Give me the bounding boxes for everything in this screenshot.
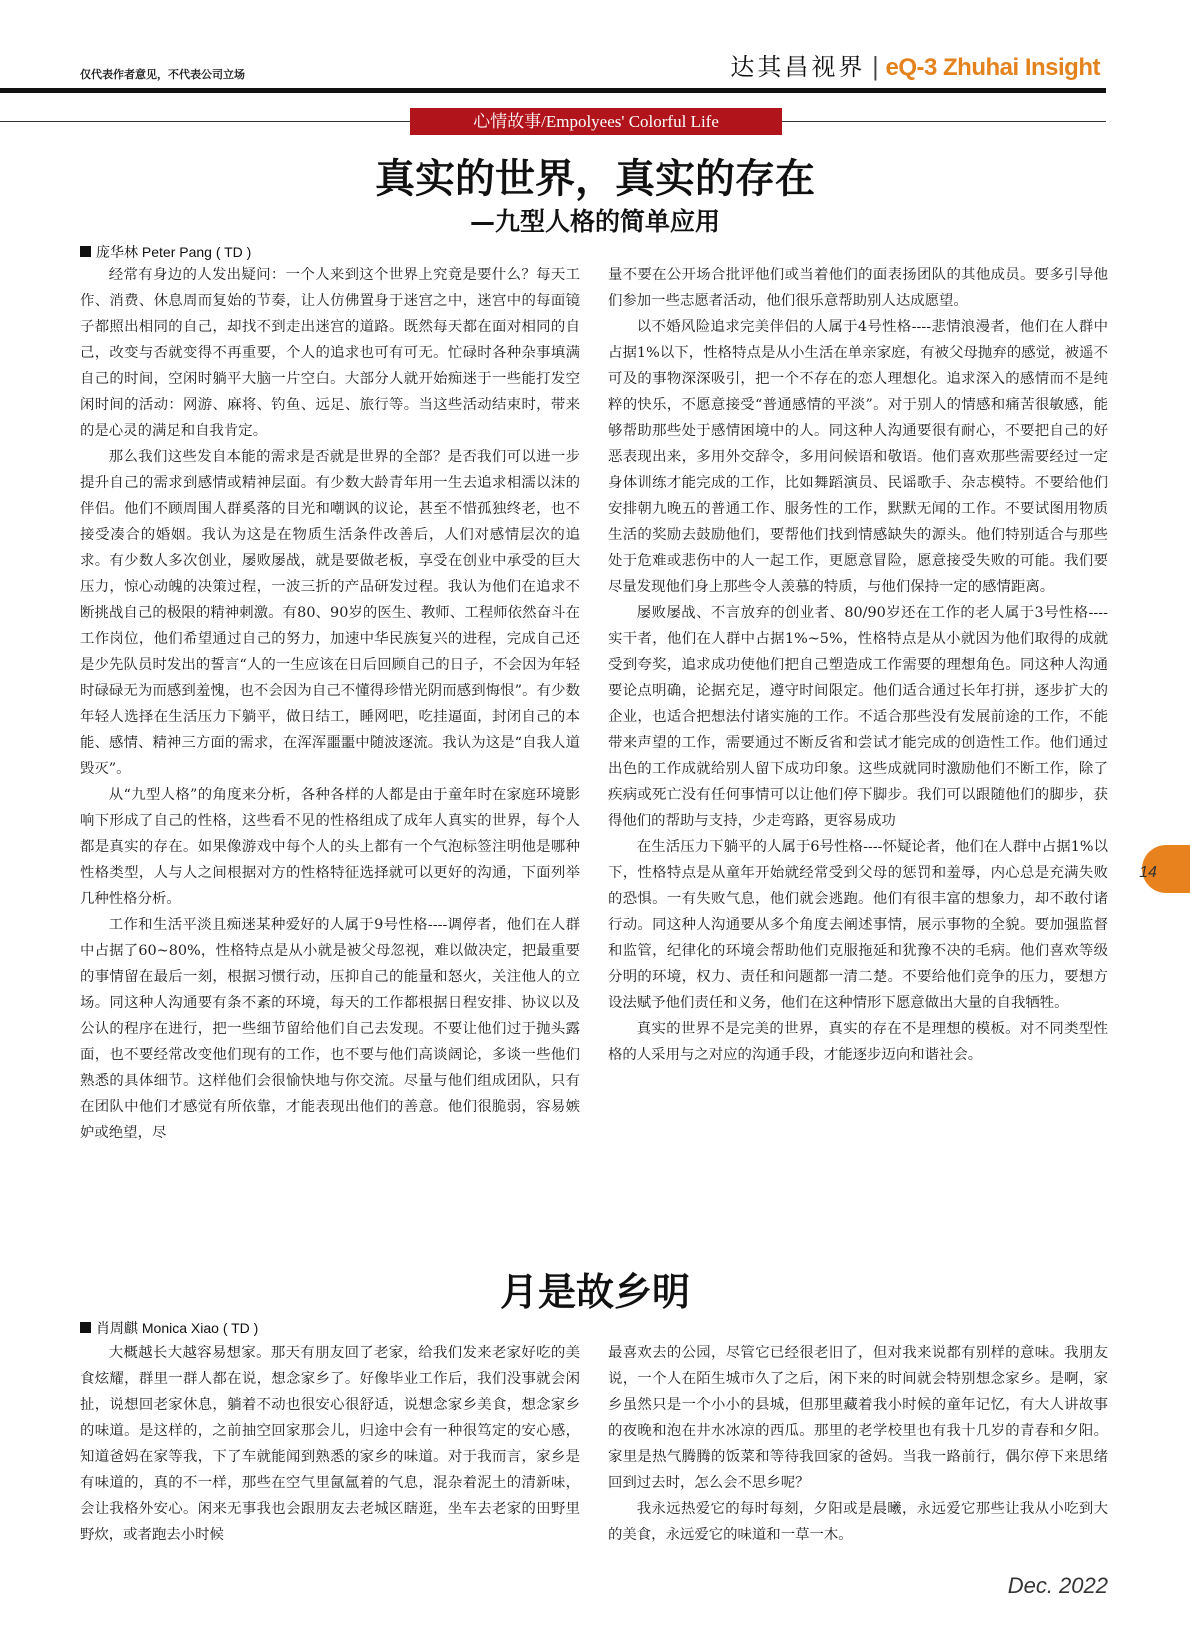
- paragraph: 在生活压力下躺平的人属于6号性格----怀疑论者，他们在人群中占据1%以下，性格特点是从童年开始就经常受到父母的惩罚和羞辱，内心总是充满失败的恐惧。一有失败气息，他们就会逃跑。他们有很丰富的想象力，却不敢付诸行动。同这种人沟通要从多个角度去阐述事情，展示事物的全貌。要加强监督和监管，纪律化的环境会帮助他们克服拖延和犹豫不决的毛病。他们喜欢等级分明的环境，权力、责任和问题都一清二楚。不要给他们竞争的压力，要想方设法赋予他们责任和义务，他们在这种情形下愿意做出大量的自我牺牲。: [608, 839, 1108, 1011]
- article1-column-left: [80, 262, 580, 1146]
- masthead-separator: |: [871, 53, 880, 81]
- paragraph: 我永远热爱它的每时每刻，夕阳或是晨曦，永远爱它那些让我从小吃到大的美食，永远爱它的味道和一草一木。: [608, 1501, 1108, 1543]
- page-number: 14: [1139, 864, 1157, 881]
- article2-column-right: [608, 1340, 1108, 1548]
- article1-subtitle: —九型人格的简单应用: [469, 207, 720, 236]
- section-label-en: /Empolyees' Colorful Life: [541, 112, 719, 131]
- paragraph: 最喜欢去的公园，尽管它已经很老旧了，但对我来说都有别样的意味。我朋友说，一个人在陌生城市久了之后，闲下来的时间就会特别想念家乡。是啊，家乡虽然只是一个小小的县城，但那里藏着我小时候的童年记忆，有大人讲故事的夜晚和泡在井水冰凉的西瓜。那里的老学校里也有我十几岁的青春和夕阳。家里是热气腾腾的饭菜和等待我回家的爸妈。当我一路前行，偶尔停下来思绪回到过去时，怎么会不思乡呢？: [608, 1345, 1108, 1491]
- paragraph: 从“九型人格”的角度来分析，各种各样的人都是由于童年时在家庭环境影响下形成了自己的性格，这些看不见的性格组成了成年人真实的世界，每个人都是真实的存在。如果像游戏中每个人的头上都有一个气泡标签注明他是哪种性格类型，人与人之间根据对方的性格特征选择就可以更好的沟通，下面列举几种性格分析。: [80, 787, 580, 907]
- byline-square-icon: [80, 246, 91, 257]
- article1-byline: [80, 242, 251, 262]
- article2-title: 月是故乡明: [499, 1269, 690, 1314]
- article2-author: 肖周麒 Monica Xiao ( TD ): [96, 1320, 259, 1336]
- paragraph: 那么我们这些发自本能的需求是否就是世界的全部？是否我们可以进一步提升自己的需求到感情或精神层面。有少数大龄青年用一生去追求相濡以沫的伴侣。他们不顾周围人群奚落的目光和嘲讽的议论，甚至不惜孤独终老，也不接受凑合的婚姻。我认为这是在物质生活条件改善后，人们对感情层次的追求。有少数人多次创业，屡败屡战，就是要做老板，享受在创业中承受的巨大压力，惊心动魄的决策过程，一波三折的产品研发过程。我认为他们在追求不断挑战自己的极限的精神刺激。有80、90岁的医生、教师、工程师依然奋斗在工作岗位，他们希望通过自己的努力，加速中华民族复兴的进程，完成自己还是少先队员时发出的誓言“人的一生应该在日后回顾自己的日子，不会因为年轻时碌碌无为而感到羞愧，也不会因为自己不懂得珍惜光阴而感到悔恨”。有少数年轻人选择在生活压力下躺平，做日结工，睡网吧，吃挂逼面，封闭自己的本能、感情、精神三方面的需求，在浑浑噩噩中随波逐流。我认为这是“自我人道毁灭”。: [80, 449, 580, 777]
- disclaimer: 仅代表作者意见，不代表公司立场: [80, 68, 245, 81]
- article1-column-right: [608, 262, 1108, 1068]
- masthead-cn: 达其昌视界: [730, 53, 866, 81]
- masthead: [730, 52, 1100, 83]
- article1-author: 庞华林 Peter Pang ( TD ): [96, 244, 252, 260]
- article2-byline: [80, 1318, 258, 1338]
- paragraph: 以不婚风险追求完美伴侣的人属于4号性格----悲情浪漫者，他们在人群中占据1%以下，性格特点是从小生活在单亲家庭，有被父母抛弃的感觉，被遥不可及的事物深深吸引，把一个不存在的恋人理想化。追求深入的感情而不是纯粹的快乐，不愿意接受“普通感情的平淡”。对于别人的情感和痛苦很敏感，能够帮助那些处于感情困境中的人。同这种人沟通要很有耐心，不要把自己的好恶表现出来，多用外交辞令，多用问候语和敬语。他们喜欢那些需要经过一定身体训练才能完成的工作，比如舞蹈演员、民谣歌手、杂志模特。不要给他们安排朝九晚五的普通工作、服务性的工作，默默无闻的工作。不要试图用物质生活的奖励去鼓励他们，要帮他们找到情感缺失的源头。他们特别适合与那些处于危难或悲伤中的人一起工作，更愿意冒险，愿意接受失败的可能。我们要尽量发现他们身上那些令人羡慕的特质，与他们保持一定的感情距离。: [608, 319, 1108, 595]
- section-label: [410, 108, 782, 135]
- paragraph: 量不要在公开场合批评他们或当着他们的面表扬团队的其他成员。要多引导他们参加一些志愿者活动，他们很乐意帮助别人达成愿望。: [608, 267, 1108, 309]
- header-rule: [0, 88, 1106, 93]
- masthead-en: eQ-3 Zhuhai Insight: [885, 54, 1100, 81]
- paragraph: 经常有身边的人发出疑问：一个人来到这个世界上究竟是要什么？每天工作、消费、休息周而复始的节奏，让人仿佛置身于迷宫之中，迷宫中的每面镜子都照出相同的自己，却找不到走出迷宫的道路。既然每天都在面对相同的自己，改变与否就变得不再重要，个人的追求也可有可无。忙碌时各种杂事填满自己的时间，空闲时躺平大脑一片空白。大部分人就开始痴迷于一些能打发空闲时间的活动：网游、麻将、钓鱼、远足、旅行等。当这些活动结束时，带来的是心灵的满足和自我肯定。: [80, 267, 580, 439]
- article1-title: 真实的世界，真实的存在: [375, 155, 815, 202]
- paragraph: 屡败屡战、不言放弃的创业者、80/90岁还在工作的老人属于3号性格----实干者，他们在人群中占据1%~5%，性格特点是从小就因为他们取得的成就受到夸奖，追求成功使他们把自己塑造成工作需要的理想角色。同这种人沟通要论点明确，论据充足，遵守时间限定。他们适合通过长年打拼，逐步扩大的企业，也适合把想法付诸实施的工作。不适合那些没有发展前途的工作，不能带来声望的工作，需要通过不断反省和尝试才能完成的创造性工作。他们通过出色的工作成就给别人留下成功印象。这些成就同时激励他们不断工作，除了疾病或死亡没有任何事情可以让他们停下脚步。我们可以跟随他们的脚步，获得他们的帮助与支持，少走弯路，更容易成功: [608, 605, 1108, 829]
- article2-column-left: [80, 1340, 580, 1548]
- paragraph: 真实的世界不是完美的世界，真实的存在不是理想的模板。对不同类型性格的人采用与之对应的沟通手段，才能逐步迈向和谐社会。: [608, 1021, 1108, 1063]
- paragraph: 大概越长大越容易想家。那天有朋友回了老家，给我们发来老家好吃的美食炫耀，群里一群人都在说，想念家乡了。好像毕业工作后，我们没事就会闲扯，说想回老家休息，躺着不动也很安心很舒适，说想念家乡美食，想念家乡的味道。是这样的，之前抽空回家那会儿，归途中会有一种很笃定的安心感，知道爸妈在家等我，下了车就能闻到熟悉的家乡的味道。对于我而言，家乡是有味道的，真的不一样，那些在空气里氤氲着的气息，混杂着泥土的清新味，会让我格外安心。闲来无事我也会跟朋友去老城区瞎逛，坐车去老家的田野里野炊，或者跑去小时候: [80, 1345, 580, 1543]
- issue-date: Dec. 2022: [1007, 1573, 1108, 1598]
- paragraph: 工作和生活平淡且痴迷某种爱好的人属于9号性格----调停者，他们在人群中占据了60~80%，性格特点是从小就是被父母忽视，难以做决定，把最重要的事情留在最后一刻，根据习惯行动，压抑自己的能量和怒火，关注他人的立场。同这种人沟通要有条不紊的环境，每天的工作都根据日程安排、协议以及公认的程序在进行，把一些细节留给他们自己去发现。不要让他们过于抛头露面，也不要经常改变他们现有的工作，也不要与他们高谈阔论，多谈一些他们熟悉的具体细节。这样他们会很愉快地与你交流。尽量与他们组成团队，只有在团队中他们才感觉有所依靠，才能表现出他们的善意。他们很脆弱，容易嫉妒或绝望，尽: [80, 917, 580, 1141]
- byline-square-icon: [80, 1322, 91, 1333]
- section-label-cn: 心情故事: [473, 112, 542, 132]
